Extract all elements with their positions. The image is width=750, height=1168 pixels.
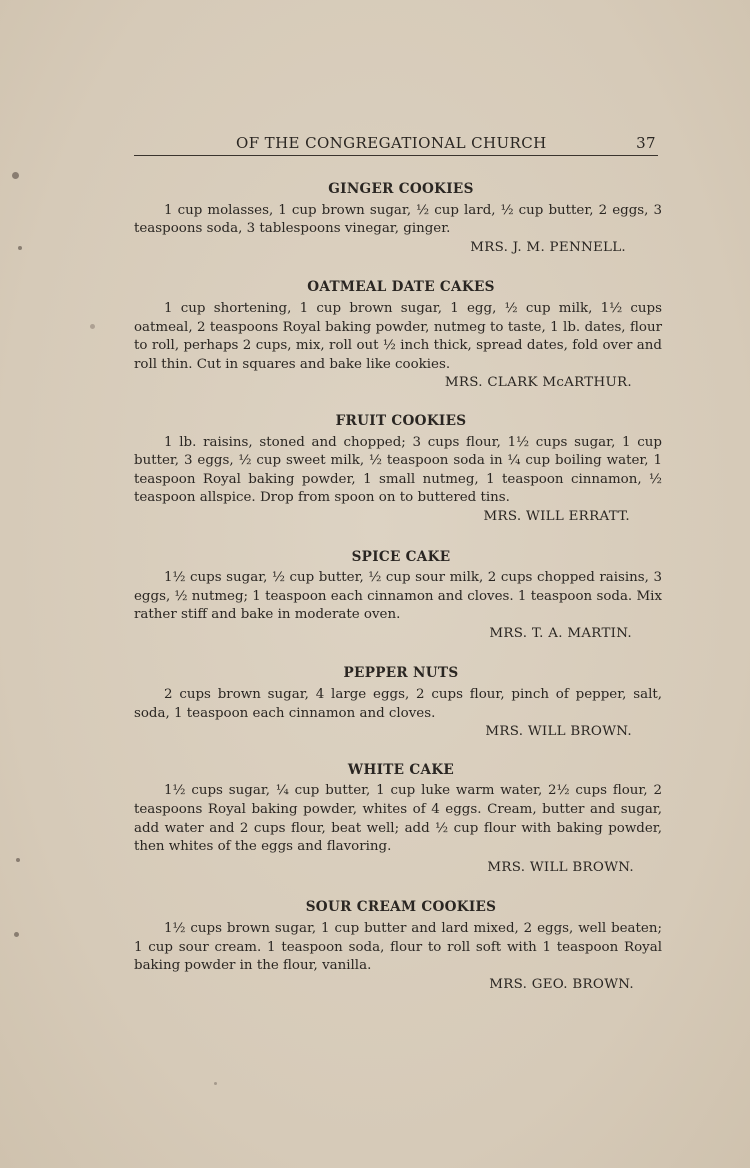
recipe-author: MRS. WILL ERRATT.: [483, 508, 630, 524]
recipe-author: MRS. GEO. BROWN.: [489, 976, 634, 992]
paper-speck: [12, 172, 19, 179]
recipe-text: 1½ cups sugar, ¼ cup butter, 1 cup luke warm water, 2½ cups flour, 2 teaspoons Royal baking powder, whites of 4 eggs. Cream, butter and sugar, add water and 2 cups flour, beat well; add ½ cup flour with baking powder, then whites of the eggs and flavoring.: [134, 783, 662, 855]
recipe-author: MRS. T. A. MARTIN.: [489, 625, 632, 641]
recipe-text: 1 lb. raisins, stoned and chopped; 3 cups flour, 1½ cups sugar, 1 cup butter, 3 eggs, ½ cup sweet milk, ½ teaspoon soda in ¼ cup boiling water, 1 teaspoon Royal baking powder, 1 small nutmeg, 1 teaspoon cinnamon, ½ teaspoon allspice. Drop from spoon on to buttered tins.: [134, 434, 662, 506]
recipe-ginger-cookies: [134, 180, 662, 257]
paper-speck: [214, 1082, 217, 1085]
recipe-author: MRS. WILL BROWN.: [485, 724, 632, 740]
recipe-author: MRS. WILL BROWN.: [487, 859, 634, 875]
recipe-oatmeal-date-cakes: [134, 278, 662, 393]
paper-speck: [16, 858, 20, 862]
recipe-title: SPICE CAKE: [351, 548, 451, 565]
paper-speck: [14, 932, 19, 937]
recipe-fruit-cookies: [134, 412, 662, 527]
recipe-text: 1½ cups sugar, ½ cup butter, ½ cup sour milk, 2 cups chopped raisins, 3 eggs, ½ nutmeg; 1 teaspoon each cinnamon and cloves. 1 teaspoon soda. Mix rather stiff and bake in moderate oven.: [134, 570, 662, 623]
recipe-spice-cake: [134, 548, 662, 644]
running-header: [134, 132, 658, 156]
recipe-title: SOUR CREAM COOKIES: [305, 899, 497, 916]
recipe-text: 1½ cups brown sugar, 1 cup butter and lard mixed, 2 eggs, well beaten; 1 cup sour cream. 1 teaspoon soda, flour to roll soft with 1 teaspoon Royal baking powder in the flour, vanilla.: [134, 921, 662, 974]
recipe-author: MRS. CLARK McARTHUR.: [444, 375, 632, 391]
recipe-sour-cream-cookies: [134, 898, 662, 994]
recipe-pepper-nuts: [134, 664, 662, 741]
recipe-author: MRS. J. M. PENNELL.: [470, 239, 626, 255]
recipe-text: 2 cups brown sugar, 4 large eggs, 2 cups flour, pinch of pepper, salt, soda, 1 teaspoon each cinnamon and cloves.: [134, 687, 662, 721]
recipe-text: 1 cup molasses, 1 cup brown sugar, ½ cup lard, ½ cup butter, 2 eggs, 3 teaspoons soda, 3 tablespoons vinegar, ginger.: [134, 202, 662, 237]
recipe-white-cake: [134, 761, 662, 878]
recipe-title: GINGER COOKIES: [328, 181, 474, 197]
page-number: 37: [636, 134, 656, 152]
recipe-text: 1 cup shortening, 1 cup brown sugar, 1 egg, ½ cup milk, 1½ cups oatmeal, 2 teaspoons Royal baking powder, nutmeg to taste, 1 lb. dates, flour to roll, perhaps 2 cups, mix, roll out ½ inch thick, spread dates, fold over and roll thin. Cut in squares and bake like cookies.: [134, 300, 662, 372]
header-title: OF THE CONGREGATIONAL CHURCH: [236, 134, 547, 152]
paper-speck: [18, 246, 22, 250]
recipe-title: OATMEAL DATE CAKES: [307, 279, 495, 296]
recipe-title: WHITE CAKE: [347, 761, 455, 778]
header-rule: [134, 155, 658, 156]
paper-speck: [90, 324, 95, 329]
recipe-title: PEPPER NUTS: [343, 665, 459, 682]
recipe-list: [134, 180, 662, 1011]
recipe-title: FRUIT COOKIES: [335, 412, 467, 429]
